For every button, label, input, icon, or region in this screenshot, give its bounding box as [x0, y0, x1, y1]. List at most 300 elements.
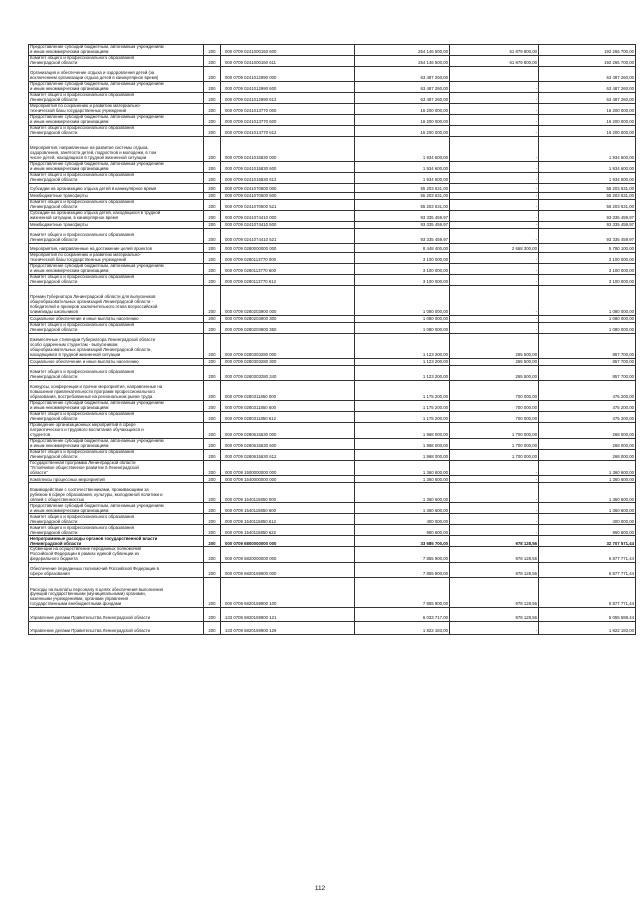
row-line-code-cell: 200 [204, 578, 221, 608]
budget-execution-table [28, 44, 636, 635]
row-line-code-cell: 200 [204, 514, 221, 525]
row-approved-amount-cell: 1 123 200,00 [355, 359, 450, 366]
row-approved-amount-cell: 1 934 600,00 [355, 173, 450, 184]
row-executed-amount-cell: - [450, 483, 539, 503]
row-unexecuted-amount-cell: 1 080 000,00 [539, 286, 636, 316]
row-approved-amount-cell: 55 203 631,00 [355, 184, 450, 193]
row-classification-code-cell: 000 0709 0280113770 600 [221, 264, 355, 275]
table-row [29, 184, 636, 193]
row-line-code-cell: 200 [204, 563, 221, 578]
row-executed-amount-cell: 1 700 000,00 [450, 423, 539, 439]
table-row [29, 514, 636, 525]
row-classification-code-cell: 000 0709 0280113770 612 [221, 275, 355, 286]
table-row [29, 438, 636, 449]
row-unexecuted-amount-cell: 3 100 000,00 [539, 275, 636, 286]
row-line-code-cell: 200 [204, 460, 221, 476]
row-classification-code-cell: 000 0709 0241070600 500 [221, 193, 355, 200]
row-name-cell: Непрограммные расходы органов государственной власти Ленинградской области [29, 536, 204, 547]
row-unexecuted-amount-cell: 16 200 000,00 [539, 104, 636, 115]
row-line-code-cell: 200 [204, 104, 221, 115]
row-unexecuted-amount-cell: 55 203 631,00 [539, 184, 636, 193]
row-executed-amount-cell: - [450, 460, 539, 476]
row-approved-amount-cell: 254 146 500,00 [355, 56, 450, 67]
row-classification-code-cell: 000 0709 0241012990 600 [221, 82, 355, 93]
row-executed-amount-cell: 978 128,56 [450, 536, 539, 547]
table-row [29, 401, 636, 412]
row-approved-amount-cell: 1 175 200,00 [355, 401, 450, 412]
row-executed-amount-cell: - [450, 514, 539, 525]
row-executed-amount-cell: 978 128,56 [450, 563, 539, 578]
row-name-cell: Социальное обеспечение и иные выплаты населению [29, 316, 204, 323]
row-approved-amount-cell: 1 360 600,00 [355, 503, 450, 514]
row-classification-code-cell: 000 0709 6820000000 000 [221, 547, 355, 563]
row-classification-code-cell: 000 0709 0280203900 350 [221, 323, 355, 334]
row-unexecuted-amount-cell: 268 000,00 [539, 449, 636, 460]
row-line-code-cell: 200 [204, 222, 221, 229]
row-executed-amount-cell: - [450, 525, 539, 536]
row-executed-amount-cell: 265 500,00 [450, 366, 539, 381]
row-approved-amount-cell: 7 855 900,00 [355, 563, 450, 578]
row-approved-amount-cell: 1 123 200,00 [355, 366, 450, 381]
row-approved-amount-cell: 6 033 717,00 [355, 608, 450, 622]
row-line-code-cell: 200 [204, 45, 221, 56]
row-unexecuted-amount-cell: 268 000,00 [539, 423, 636, 439]
table-row [29, 316, 636, 323]
row-approved-amount-cell: 1 123 200,00 [355, 334, 450, 359]
row-name-cell: Мероприятия по сохранению и развитию материально- технической базы государственных учреждений [29, 253, 204, 264]
row-classification-code-cell: 133 0709 6820159900 121 [221, 608, 355, 622]
row-unexecuted-amount-cell: 32 707 571,44 [539, 536, 636, 547]
table-row [29, 67, 636, 82]
row-unexecuted-amount-cell: 63 487 260,00 [539, 67, 636, 82]
row-line-code-cell: 200 [204, 275, 221, 286]
row-approved-amount-cell: 8 448 400,00 [355, 244, 450, 253]
row-unexecuted-amount-cell: 3 100 000,00 [539, 264, 636, 275]
row-approved-amount-cell: 16 200 000,00 [355, 104, 450, 115]
row-unexecuted-amount-cell: 475 200,00 [539, 412, 636, 423]
row-classification-code-cell: 000 0709 0280303280 300 [221, 359, 355, 366]
row-classification-code-cell: 000 0709 1500000000 000 [221, 460, 355, 476]
row-line-code-cell: 200 [204, 366, 221, 381]
table-row [29, 563, 636, 578]
row-unexecuted-amount-cell: 857 700,00 [539, 366, 636, 381]
row-name-cell: Комитет общего и профессионального образования Ленинградской области [29, 514, 204, 525]
row-approved-amount-cell: 16 200 000,00 [355, 115, 450, 126]
row-unexecuted-amount-cell: 857 700,00 [539, 359, 636, 366]
page-number: 112 [314, 885, 326, 892]
row-line-code-cell: 200 [204, 359, 221, 366]
row-unexecuted-amount-cell: 1 934 600,00 [539, 173, 636, 184]
row-classification-code-cell: 000 0709 0280203900 300 [221, 316, 355, 323]
row-classification-code-cell: 000 0709 0241012990 000 [221, 67, 355, 82]
row-executed-amount-cell: - [450, 104, 539, 115]
row-approved-amount-cell: 400 000,00 [355, 514, 450, 525]
row-unexecuted-amount-cell: 3 100 000,00 [539, 253, 636, 264]
table-row [29, 162, 636, 173]
row-classification-code-cell: 000 0709 0280203900 000 [221, 286, 355, 316]
row-approved-amount-cell: 1 360 600,00 [355, 460, 450, 476]
row-line-code-cell: 200 [204, 483, 221, 503]
row-classification-code-cell: 000 0709 0241070600 521 [221, 200, 355, 211]
row-executed-amount-cell: 265 500,00 [450, 359, 539, 366]
row-line-code-cell: 200 [204, 173, 221, 184]
row-executed-amount-cell: - [450, 476, 539, 483]
row-name-cell: Предоставление субсидий бюджетным, автономным учреждениям и иным некоммерческим организациям [29, 503, 204, 514]
row-approved-amount-cell: 1 360 600,00 [355, 476, 450, 483]
row-classification-code-cell: 000 0709 0241013770 600 [221, 115, 355, 126]
row-executed-amount-cell: 1 700 000,00 [450, 438, 539, 449]
row-classification-code-cell: 000 0709 0241074410 521 [221, 229, 355, 244]
row-approved-amount-cell: 1 080 000,00 [355, 323, 450, 334]
row-unexecuted-amount-cell: 1 360 600,00 [539, 460, 636, 476]
row-classification-code-cell: 000 0709 1540000000 000 [221, 476, 355, 483]
row-approved-amount-cell: 33 685 700,00 [355, 536, 450, 547]
row-line-code-cell: 200 [204, 200, 221, 211]
row-approved-amount-cell: 1 934 600,00 [355, 162, 450, 173]
row-executed-amount-cell: - [450, 222, 539, 229]
row-unexecuted-amount-cell: 192 266 700,00 [539, 56, 636, 67]
row-unexecuted-amount-cell: 857 700,00 [539, 334, 636, 359]
row-line-code-cell: 200 [204, 193, 221, 200]
row-name-cell: Управление делами Правительства Ленинградской области [29, 608, 204, 622]
row-classification-code-cell: 000 0709 1540115850 600 [221, 503, 355, 514]
row-executed-amount-cell: 700 000,00 [450, 401, 539, 412]
row-executed-amount-cell: - [450, 162, 539, 173]
row-classification-code-cell: 000 0709 0241013770 000 [221, 104, 355, 115]
row-line-code-cell: 200 [204, 244, 221, 253]
row-executed-amount-cell: - [450, 126, 539, 137]
row-executed-amount-cell: 2 668 300,00 [450, 244, 539, 253]
row-name-cell: Управление делами Правительства Ленинградской области [29, 622, 204, 635]
row-line-code-cell: 200 [204, 323, 221, 334]
row-name-cell: Организация и обеспечение отдыха и оздоровления детей (за исключением организации отдыха детей в каникулярное время) [29, 67, 204, 82]
table-row [29, 137, 636, 162]
table-row [29, 578, 636, 608]
table-row [29, 200, 636, 211]
table-row [29, 366, 636, 381]
row-executed-amount-cell: - [450, 173, 539, 184]
row-name-cell: Мероприятия, направленные на развитие системы отдыха, оздоровления, занятости детей, подростков и молодежи, в том числе детей, находящихся в трудной жизненной ситуации [29, 137, 204, 162]
table-row [29, 334, 636, 359]
row-unexecuted-amount-cell: 475 200,00 [539, 381, 636, 401]
row-approved-amount-cell: 93 335 459,97 [355, 222, 450, 229]
row-line-code-cell: 200 [204, 67, 221, 82]
row-classification-code-cell: 000 0709 0280000000 000 [221, 244, 355, 253]
row-executed-amount-cell: - [450, 115, 539, 126]
table-row [29, 449, 636, 460]
row-unexecuted-amount-cell: 475 200,00 [539, 401, 636, 412]
table-row [29, 412, 636, 423]
row-classification-code-cell: 000 0709 1540115850 622 [221, 525, 355, 536]
row-executed-amount-cell: 61 879 800,00 [450, 56, 539, 67]
row-executed-amount-cell: 978 128,56 [450, 547, 539, 563]
row-unexecuted-amount-cell: 268 000,00 [539, 438, 636, 449]
row-approved-amount-cell: 16 200 000,00 [355, 126, 450, 137]
table-row [29, 622, 636, 635]
row-name-cell: Расходы на выплаты персоналу в целях обеспечения выполнения функций государственными (муниципальными) органами, казенными учреждениями, органами управления государственными внебюджетными фондами [29, 578, 204, 608]
row-approved-amount-cell: 1 822 183,00 [355, 622, 450, 635]
row-name-cell: Субсидии на организацию отдыха детей в каникулярное время [29, 184, 204, 193]
table-row [29, 45, 636, 56]
row-unexecuted-amount-cell: 1 360 600,00 [539, 503, 636, 514]
row-approved-amount-cell: 55 203 631,00 [355, 193, 450, 200]
row-line-code-cell: 200 [204, 381, 221, 401]
row-classification-code-cell: 000 0709 0241015830 612 [221, 173, 355, 184]
row-line-code-cell: 200 [204, 115, 221, 126]
row-name-cell: Проведение организационных мероприятий в сфере патриотического и трудового воспитания обучающихся и студентов [29, 423, 204, 439]
row-name-cell: Комитет общего и профессионального образования Ленинградской области [29, 93, 204, 104]
row-approved-amount-cell: 55 203 631,00 [355, 200, 450, 211]
row-classification-code-cell: 000 0709 0241074410 000 [221, 211, 355, 222]
row-executed-amount-cell: - [450, 193, 539, 200]
row-name-cell: Мероприятия по сохранению и развитию материально- технической базы государственных учреждений [29, 104, 204, 115]
table-row [29, 323, 636, 334]
row-name-cell: Комитет общего и профессионального образования Ленинградской области [29, 229, 204, 244]
row-name-cell: Предоставление субсидий бюджетным, автономным учреждениям и иным некоммерческим организациям [29, 401, 204, 412]
row-approved-amount-cell: 1 080 000,00 [355, 286, 450, 316]
table-row [29, 211, 636, 222]
row-unexecuted-amount-cell: 1 360 600,00 [539, 483, 636, 503]
table-row [29, 423, 636, 439]
table-row [29, 56, 636, 67]
row-name-cell: Конкурсы, конференции и прочие мероприятия, направленные на повышение привлекательности программ профессионального образования, востребованных на региональном рынке труда [29, 381, 204, 401]
row-classification-code-cell: 000 0709 0280113770 000 [221, 253, 355, 264]
row-classification-code-cell: 000 0709 1540115850 612 [221, 514, 355, 525]
row-executed-amount-cell: - [450, 275, 539, 286]
row-name-cell: Предоставление субсидий бюджетным, автономным учреждениям и иным некоммерческим организациям [29, 264, 204, 275]
table-row [29, 222, 636, 229]
row-executed-amount-cell: - [450, 503, 539, 514]
row-line-code-cell: 200 [204, 334, 221, 359]
row-approved-amount-cell: 63 487 260,00 [355, 82, 450, 93]
row-line-code-cell: 200 [204, 438, 221, 449]
table-row [29, 82, 636, 93]
row-executed-amount-cell: - [450, 622, 539, 635]
row-line-code-cell: 200 [204, 253, 221, 264]
row-unexecuted-amount-cell: 93 335 459,97 [539, 222, 636, 229]
row-executed-amount-cell: - [450, 286, 539, 316]
row-unexecuted-amount-cell: 192 266 700,00 [539, 45, 636, 56]
row-classification-code-cell: 000 0709 0241074410 500 [221, 222, 355, 229]
row-name-cell: Межбюджетные трансферты [29, 193, 204, 200]
row-executed-amount-cell: - [450, 211, 539, 222]
row-unexecuted-amount-cell: 63 487 260,00 [539, 82, 636, 93]
row-line-code-cell: 200 [204, 401, 221, 412]
row-executed-amount-cell [450, 67, 539, 82]
row-approved-amount-cell: 1 934 600,00 [355, 137, 450, 162]
row-name-cell: Премии Губернатора Ленинградской области для выпускников общеобразовательных организаций Ленинградской области - победителей и призеров заключительного этапа всероссийской олимпиады школьников [29, 286, 204, 316]
row-executed-amount-cell: 700 000,00 [450, 381, 539, 401]
row-classification-code-cell: 000 0709 0280303280 340 [221, 366, 355, 381]
row-line-code-cell: 200 [204, 162, 221, 173]
row-name-cell: Взаимодействие с соотечественниками, проживающими за рубежом в сфере образования, культуры, молодежной политики и связей с общественностью [29, 483, 204, 503]
row-classification-code-cell: 000 0709 0280311850 612 [221, 412, 355, 423]
row-executed-amount-cell: - [450, 264, 539, 275]
row-classification-code-cell: 000 0709 0280615630 612 [221, 449, 355, 460]
row-line-code-cell: 200 [204, 126, 221, 137]
row-line-code-cell: 200 [204, 229, 221, 244]
row-executed-amount-cell: - [450, 253, 539, 264]
row-name-cell: Комитет общего и профессионального образования Ленинградской области [29, 412, 204, 423]
row-classification-code-cell: 000 0709 0241015830 000 [221, 137, 355, 162]
row-classification-code-cell: 000 0709 0280615630 600 [221, 438, 355, 449]
table-row [29, 483, 636, 503]
row-classification-code-cell: 000 0709 0241013770 612 [221, 126, 355, 137]
row-classification-code-cell: 000 0709 6800000000 000 [221, 536, 355, 547]
row-line-code-cell: 200 [204, 525, 221, 536]
row-classification-code-cell: 000 0709 0280303280 000 [221, 334, 355, 359]
row-approved-amount-cell: 3 100 000,00 [355, 264, 450, 275]
row-executed-amount-cell: 700 000,00 [450, 412, 539, 423]
row-approved-amount-cell: 1 968 000,00 [355, 423, 450, 439]
table-row [29, 275, 636, 286]
row-executed-amount-cell: 978 128,56 [450, 608, 539, 622]
row-unexecuted-amount-cell: 1 080 000,00 [539, 316, 636, 323]
table-row [29, 503, 636, 514]
row-line-code-cell: 200 [204, 93, 221, 104]
table-row [29, 525, 636, 536]
row-executed-amount-cell: - [450, 137, 539, 162]
table-row [29, 608, 636, 622]
row-line-code-cell: 200 [204, 622, 221, 635]
row-name-cell: Комитет общего и профессионального образования Ленинградской области [29, 200, 204, 211]
row-executed-amount-cell: 61 879 800,00 [450, 45, 539, 56]
row-unexecuted-amount-cell: 55 203 631,00 [539, 200, 636, 211]
row-line-code-cell: 200 [204, 423, 221, 439]
row-unexecuted-amount-cell: 1 934 600,00 [539, 162, 636, 173]
row-executed-amount-cell: - [450, 229, 539, 244]
table-row [29, 286, 636, 316]
row-name-cell: Предоставление субсидий бюджетным, автономным учреждениям и иным некоммерческим организациям [29, 438, 204, 449]
row-unexecuted-amount-cell: 63 487 260,00 [539, 93, 636, 104]
row-unexecuted-amount-cell: 93 335 459,97 [539, 229, 636, 244]
row-line-code-cell: 200 [204, 137, 221, 162]
row-name-cell: Субсидии на организацию отдыха детей, находящихся в трудной жизненной ситуации, в каникулярное время [29, 211, 204, 222]
row-unexecuted-amount-cell: 1 934 600,00 [539, 137, 636, 162]
row-classification-code-cell: 000 0709 0280615630 000 [221, 423, 355, 439]
row-name-cell: Предоставление субсидий бюджетным, автономным учреждениям и иным некоммерческим организациям [29, 162, 204, 173]
table-row [29, 229, 636, 244]
row-name-cell: Комитет общего и профессионального образования Ленинградской области [29, 525, 204, 536]
row-approved-amount-cell: 1 175 200,00 [355, 412, 450, 423]
row-executed-amount-cell: - [450, 93, 539, 104]
row-classification-code-cell: 000 0709 6820159900 100 [221, 578, 355, 608]
table-row [29, 359, 636, 366]
row-unexecuted-amount-cell: 93 335 459,97 [539, 211, 636, 222]
row-name-cell: Комитет общего и профессионального образования Ленинградской области [29, 126, 204, 137]
row-executed-amount-cell: - [450, 184, 539, 193]
row-classification-code-cell: 000 0709 0241070600 000 [221, 184, 355, 193]
row-unexecuted-amount-cell: 5 055 588,44 [539, 608, 636, 622]
table-body [29, 45, 636, 635]
row-approved-amount-cell: 3 100 000,00 [355, 253, 450, 264]
row-classification-code-cell: 133 0709 6820159900 129 [221, 622, 355, 635]
row-classification-code-cell: 000 0709 0241000160 611 [221, 56, 355, 67]
row-line-code-cell: 200 [204, 412, 221, 423]
row-line-code-cell: 200 [204, 184, 221, 193]
row-line-code-cell: 200 [204, 286, 221, 316]
table-row [29, 253, 636, 264]
row-approved-amount-cell: 960 600,00 [355, 525, 450, 536]
row-line-code-cell: 200 [204, 316, 221, 323]
row-unexecuted-amount-cell: 1 360 600,00 [539, 476, 636, 483]
row-unexecuted-amount-cell: 16 200 000,00 [539, 126, 636, 137]
row-unexecuted-amount-cell: 1 822 183,00 [539, 622, 636, 635]
row-executed-amount-cell: 978 128,56 [450, 578, 539, 608]
row-classification-code-cell: 000 0709 0241012990 612 [221, 93, 355, 104]
row-name-cell: Мероприятия, направленные на достижение целей проектов [29, 244, 204, 253]
row-name-cell: Комитет общего и профессионального образования Ленинградской области [29, 366, 204, 381]
row-name-cell: Предоставление субсидий бюджетным, автономным учреждениям и иным некоммерческим организациям [29, 82, 204, 93]
row-unexecuted-amount-cell: 6 877 771,44 [539, 547, 636, 563]
row-approved-amount-cell: 254 146 500,00 [355, 45, 450, 56]
table-row [29, 115, 636, 126]
row-classification-code-cell: 000 0709 0280311850 600 [221, 401, 355, 412]
row-unexecuted-amount-cell: 400 000,00 [539, 514, 636, 525]
row-name-cell: Комитет общего и профессионального образования Ленинградской области [29, 173, 204, 184]
row-line-code-cell: 200 [204, 264, 221, 275]
row-executed-amount-cell: - [450, 316, 539, 323]
row-executed-amount-cell: - [450, 200, 539, 211]
row-classification-code-cell: 000 0709 0280311850 000 [221, 381, 355, 401]
row-name-cell: Социальное обеспечение и иные выплаты населению [29, 359, 204, 366]
table-row [29, 536, 636, 547]
row-unexecuted-amount-cell: 6 877 771,44 [539, 578, 636, 608]
table-row [29, 244, 636, 253]
row-line-code-cell: 200 [204, 503, 221, 514]
row-unexecuted-amount-cell: 960 600,00 [539, 525, 636, 536]
row-name-cell: Обеспечение переданных полномочий Российской Федерации в сфере образования [29, 563, 204, 578]
row-approved-amount-cell: 1 080 000,00 [355, 316, 450, 323]
row-approved-amount-cell: 63 487 260,00 [355, 93, 450, 104]
row-name-cell: Предоставление субсидий бюджетным, автономным учреждениям и иным некоммерческим организациям [29, 45, 204, 56]
table-row [29, 264, 636, 275]
row-name-cell: Ежемесячные стипендии Губернатора Ленинградской области особо одаренным студентам - выпускникам общеобразовательных организаций Ленинградской области, находящимся в трудной жизненной ситуации [29, 334, 204, 359]
row-name-cell: Государственная программа Ленинградской области "Устойчивое общественное развитие в Ленинградской области" [29, 460, 204, 476]
row-executed-amount-cell: 1 700 000,00 [450, 449, 539, 460]
row-unexecuted-amount-cell: 6 877 771,44 [539, 563, 636, 578]
row-name-cell: Комитет общего и профессионального образования Ленинградской области [29, 449, 204, 460]
row-classification-code-cell: 000 0709 0241000160 600 [221, 45, 355, 56]
row-name-cell: Комитет общего и профессионального образования Ленинградской области [29, 275, 204, 286]
row-classification-code-cell: 000 0709 1540115850 000 [221, 483, 355, 503]
row-approved-amount-cell: 1 175 200,00 [355, 381, 450, 401]
row-name-cell: Комплексы процессных мероприятий [29, 476, 204, 483]
row-approved-amount-cell: 1 360 600,00 [355, 483, 450, 503]
row-name-cell: Предоставление субсидий бюджетным, автономным учреждениям и иным некоммерческим организациям [29, 115, 204, 126]
table-row [29, 104, 636, 115]
row-executed-amount-cell: 265 500,00 [450, 334, 539, 359]
row-unexecuted-amount-cell: 16 200 000,00 [539, 115, 636, 126]
row-executed-amount-cell: - [450, 82, 539, 93]
row-unexecuted-amount-cell: 55 203 631,00 [539, 193, 636, 200]
row-unexecuted-amount-cell: 5 780 100,00 [539, 244, 636, 253]
budget-table-container [28, 44, 634, 635]
row-classification-code-cell: 000 0709 0241015830 600 [221, 162, 355, 173]
row-line-code-cell: 200 [204, 82, 221, 93]
row-line-code-cell: 200 [204, 449, 221, 460]
table-row [29, 547, 636, 563]
table-row [29, 93, 636, 104]
row-approved-amount-cell: 93 335 459,97 [355, 211, 450, 222]
row-unexecuted-amount-cell: 1 080 000,00 [539, 323, 636, 334]
table-row [29, 126, 636, 137]
row-classification-code-cell: 000 0709 6820159900 000 [221, 563, 355, 578]
table-row [29, 476, 636, 483]
row-approved-amount-cell: 63 487 260,00 [355, 67, 450, 82]
row-line-code-cell: 200 [204, 56, 221, 67]
row-executed-amount-cell: - [450, 323, 539, 334]
